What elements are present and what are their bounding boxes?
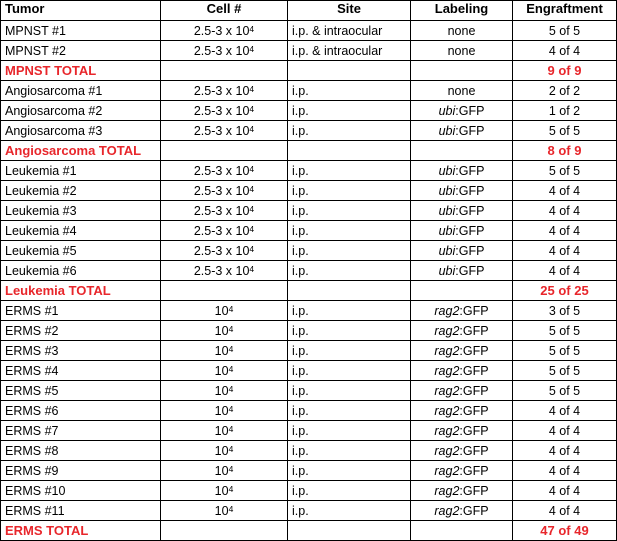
total-site-empty — [288, 61, 411, 81]
table-row — [1, 21, 617, 41]
header-row — [1, 1, 617, 21]
labeling-reporter: none — [447, 23, 476, 38]
table-row — [1, 301, 617, 321]
cell-count-exponent: 4 — [249, 103, 255, 114]
labeling-promoter: ubi — [438, 163, 456, 178]
labeling-promoter: ubi — [438, 103, 456, 118]
tumor-name: ERMS #4 — [1, 361, 161, 381]
header-engraftment: Engraftment — [513, 1, 617, 21]
cell-count — [161, 501, 288, 521]
engraftment-value: 4 of 4 — [513, 401, 617, 421]
engraftment-value: 1 of 2 — [513, 101, 617, 121]
cell-count-base: 2.5-3 x 10 — [193, 243, 250, 258]
labeling-promoter: rag2 — [434, 343, 460, 358]
injection-site: i.p. — [288, 481, 411, 501]
tumor-name: Leukemia #5 — [1, 241, 161, 261]
cell-count-base: 2.5-3 x 10 — [193, 183, 250, 198]
table-row — [1, 241, 617, 261]
labeling — [411, 401, 513, 421]
injection-site: i.p. — [288, 261, 411, 281]
table-body — [1, 21, 617, 541]
labeling-promoter: ubi — [438, 243, 456, 258]
labeling-promoter: rag2 — [434, 463, 460, 478]
cell-count-exponent: 4 — [249, 123, 255, 134]
labeling — [411, 21, 513, 41]
table-row — [1, 201, 617, 221]
injection-site: i.p. — [288, 161, 411, 181]
labeling — [411, 41, 513, 61]
tumor-name: Angiosarcoma #3 — [1, 121, 161, 141]
injection-site: i.p. — [288, 381, 411, 401]
tumor-name: ERMS #5 — [1, 381, 161, 401]
engraftment-value: 2 of 2 — [513, 81, 617, 101]
tumor-name: MPNST #2 — [1, 41, 161, 61]
cell-count-exponent: 4 — [249, 263, 255, 274]
labeling-reporter: :GFP — [455, 263, 485, 278]
cell-count-exponent: 4 — [249, 223, 255, 234]
cell-count-base: 10 — [214, 363, 229, 378]
injection-site: i.p. — [288, 121, 411, 141]
cell-count — [161, 81, 288, 101]
labeling — [411, 461, 513, 481]
labeling-promoter: rag2 — [434, 303, 460, 318]
labeling — [411, 381, 513, 401]
injection-site: i.p. — [288, 181, 411, 201]
total-row — [1, 141, 617, 161]
cell-count-exponent: 4 — [228, 463, 234, 474]
tumor-name: ERMS #6 — [1, 401, 161, 421]
table-row — [1, 81, 617, 101]
cell-count — [161, 481, 288, 501]
labeling — [411, 81, 513, 101]
labeling-reporter: none — [447, 83, 476, 98]
engraftment-value: 3 of 5 — [513, 301, 617, 321]
cell-count-exponent: 4 — [228, 363, 234, 374]
header-labeling: Labeling — [411, 1, 513, 21]
labeling-reporter: :GFP — [455, 123, 485, 138]
labeling-promoter: ubi — [438, 203, 456, 218]
table-row — [1, 121, 617, 141]
cell-count-exponent: 4 — [249, 163, 255, 174]
total-label: Angiosarcoma TOTAL — [1, 141, 161, 161]
labeling-promoter: rag2 — [434, 423, 460, 438]
labeling-reporter: :GFP — [459, 483, 489, 498]
labeling — [411, 161, 513, 181]
injection-site: i.p. — [288, 241, 411, 261]
tumor-name: MPNST #1 — [1, 21, 161, 41]
labeling-reporter: :GFP — [459, 343, 489, 358]
header-tumor: Tumor — [1, 1, 161, 21]
cell-count-base: 2.5-3 x 10 — [193, 163, 250, 178]
labeling-promoter: rag2 — [434, 443, 460, 458]
engraftment-value: 5 of 5 — [513, 381, 617, 401]
tumor-name: Leukemia #6 — [1, 261, 161, 281]
header-site: Site — [288, 1, 411, 21]
cell-count-exponent: 4 — [228, 443, 234, 454]
tumor-name: ERMS #10 — [1, 481, 161, 501]
labeling-promoter: ubi — [438, 223, 456, 238]
tumor-name: ERMS #2 — [1, 321, 161, 341]
labeling-reporter: :GFP — [455, 223, 485, 238]
cell-count-base: 2.5-3 x 10 — [193, 23, 250, 38]
cell-count-base: 10 — [214, 323, 229, 338]
labeling — [411, 301, 513, 321]
cell-count-exponent: 4 — [228, 423, 234, 434]
tumor-name: Angiosarcoma #2 — [1, 101, 161, 121]
cell-count — [161, 41, 288, 61]
table-row — [1, 321, 617, 341]
labeling — [411, 481, 513, 501]
labeling-reporter: :GFP — [459, 463, 489, 478]
cell-count-base: 2.5-3 x 10 — [193, 123, 250, 138]
labeling — [411, 221, 513, 241]
cell-count-base: 2.5-3 x 10 — [193, 43, 250, 58]
labeling-reporter: none — [447, 43, 476, 58]
labeling-reporter: :GFP — [459, 323, 489, 338]
tumor-name: Leukemia #4 — [1, 221, 161, 241]
table-row — [1, 421, 617, 441]
cell-count-base: 10 — [214, 383, 229, 398]
labeling — [411, 321, 513, 341]
labeling-reporter: :GFP — [459, 363, 489, 378]
labeling-promoter: ubi — [438, 263, 456, 278]
table-row — [1, 461, 617, 481]
tumor-name: Leukemia #3 — [1, 201, 161, 221]
cell-count-exponent: 4 — [228, 323, 234, 334]
labeling — [411, 421, 513, 441]
table-row — [1, 101, 617, 121]
labeling-promoter: rag2 — [434, 483, 460, 498]
labeling-reporter: :GFP — [459, 303, 489, 318]
engraftment-value: 4 of 4 — [513, 241, 617, 261]
cell-count-base: 10 — [214, 403, 229, 418]
labeling-reporter: :GFP — [459, 423, 489, 438]
table-row — [1, 181, 617, 201]
tumor-name: ERMS #11 — [1, 501, 161, 521]
labeling — [411, 201, 513, 221]
engraftment-value: 4 of 4 — [513, 221, 617, 241]
labeling-reporter: :GFP — [459, 383, 489, 398]
cell-count-exponent: 4 — [228, 483, 234, 494]
labeling-promoter: rag2 — [434, 323, 460, 338]
cell-count-base: 10 — [214, 303, 229, 318]
cell-count-exponent: 4 — [228, 503, 234, 514]
labeling — [411, 501, 513, 521]
engraftment-value: 4 of 4 — [513, 501, 617, 521]
cell-count — [161, 381, 288, 401]
cell-count — [161, 301, 288, 321]
tumor-name: Leukemia #2 — [1, 181, 161, 201]
engraftment-value: 5 of 5 — [513, 21, 617, 41]
tumor-name: Angiosarcoma #1 — [1, 81, 161, 101]
table-row — [1, 441, 617, 461]
labeling — [411, 261, 513, 281]
cell-count-exponent: 4 — [228, 303, 234, 314]
cell-count — [161, 201, 288, 221]
labeling-reporter: :GFP — [455, 203, 485, 218]
labeling-promoter: rag2 — [434, 403, 460, 418]
injection-site: i.p. — [288, 341, 411, 361]
cell-count-base: 2.5-3 x 10 — [193, 103, 250, 118]
injection-site: i.p. — [288, 221, 411, 241]
injection-site: i.p. — [288, 401, 411, 421]
header-cell-count: Cell # — [161, 1, 288, 21]
total-cell-empty — [161, 141, 288, 161]
cell-count — [161, 361, 288, 381]
cell-count — [161, 121, 288, 141]
engraftment-value: 5 of 5 — [513, 161, 617, 181]
total-row — [1, 281, 617, 301]
total-engraftment: 8 of 9 — [513, 141, 617, 161]
cell-count-base: 10 — [214, 423, 229, 438]
cell-count-base: 10 — [214, 503, 229, 518]
total-label: Leukemia TOTAL — [1, 281, 161, 301]
cell-count-base: 2.5-3 x 10 — [193, 203, 250, 218]
cell-count-exponent: 4 — [249, 243, 255, 254]
labeling — [411, 441, 513, 461]
total-cell-empty — [161, 281, 288, 301]
injection-site: i.p. — [288, 501, 411, 521]
injection-site: i.p. — [288, 361, 411, 381]
labeling-reporter: :GFP — [455, 163, 485, 178]
table-row — [1, 161, 617, 181]
engraftment-value: 5 of 5 — [513, 361, 617, 381]
cell-count — [161, 221, 288, 241]
table-row — [1, 341, 617, 361]
cell-count-base: 2.5-3 x 10 — [193, 263, 250, 278]
total-engraftment: 9 of 9 — [513, 61, 617, 81]
table-row — [1, 401, 617, 421]
total-site-empty — [288, 141, 411, 161]
total-site-empty — [288, 281, 411, 301]
cell-count-base: 2.5-3 x 10 — [193, 83, 250, 98]
injection-site: i.p. & intraocular — [288, 21, 411, 41]
labeling-promoter: rag2 — [434, 363, 460, 378]
injection-site: i.p. — [288, 421, 411, 441]
total-row — [1, 61, 617, 81]
engraftment-value: 4 of 4 — [513, 421, 617, 441]
table-row — [1, 41, 617, 61]
labeling — [411, 241, 513, 261]
labeling-reporter: :GFP — [459, 403, 489, 418]
labeling — [411, 121, 513, 141]
table-row — [1, 361, 617, 381]
injection-site: i.p. — [288, 461, 411, 481]
total-engraftment: 25 of 25 — [513, 281, 617, 301]
injection-site: i.p. — [288, 81, 411, 101]
table-row — [1, 501, 617, 521]
total-cell-empty — [161, 61, 288, 81]
table-row — [1, 481, 617, 501]
total-labeling-empty — [411, 61, 513, 81]
total-labeling-empty — [411, 141, 513, 161]
labeling-promoter: ubi — [438, 123, 456, 138]
labeling — [411, 341, 513, 361]
cell-count — [161, 421, 288, 441]
labeling — [411, 181, 513, 201]
tumor-name: ERMS #1 — [1, 301, 161, 321]
table-row — [1, 261, 617, 281]
cell-count — [161, 261, 288, 281]
engraftment-value: 5 of 5 — [513, 321, 617, 341]
labeling-promoter: ubi — [438, 183, 456, 198]
cell-count — [161, 461, 288, 481]
tumor-name: ERMS #7 — [1, 421, 161, 441]
engraftment-value: 4 of 4 — [513, 481, 617, 501]
engraftment-value: 4 of 4 — [513, 441, 617, 461]
labeling-promoter: rag2 — [434, 383, 460, 398]
labeling-reporter: :GFP — [455, 103, 485, 118]
cell-count — [161, 181, 288, 201]
engraftment-value: 5 of 5 — [513, 341, 617, 361]
cell-count — [161, 321, 288, 341]
cell-count-exponent: 4 — [249, 183, 255, 194]
cell-count — [161, 241, 288, 261]
cell-count — [161, 161, 288, 181]
engraftment-value: 4 of 4 — [513, 41, 617, 61]
engraftment-value: 4 of 4 — [513, 461, 617, 481]
labeling-reporter: :GFP — [459, 443, 489, 458]
injection-site: i.p. — [288, 301, 411, 321]
total-label: ERMS TOTAL — [1, 521, 161, 541]
total-labeling-empty — [411, 281, 513, 301]
cell-count-base: 10 — [214, 483, 229, 498]
cell-count-exponent: 4 — [249, 23, 255, 34]
cell-count-base: 2.5-3 x 10 — [193, 223, 250, 238]
engraftment-value: 5 of 5 — [513, 121, 617, 141]
cell-count-base: 10 — [214, 443, 229, 458]
injection-site: i.p. — [288, 201, 411, 221]
engraftment-value: 4 of 4 — [513, 201, 617, 221]
injection-site: i.p. & intraocular — [288, 41, 411, 61]
total-label: MPNST TOTAL — [1, 61, 161, 81]
engraftment-value: 4 of 4 — [513, 261, 617, 281]
cell-count-exponent: 4 — [228, 403, 234, 414]
labeling-reporter: :GFP — [455, 183, 485, 198]
cell-count-exponent: 4 — [249, 43, 255, 54]
labeling — [411, 101, 513, 121]
cell-count-exponent: 4 — [249, 83, 255, 94]
engraftment-value: 4 of 4 — [513, 181, 617, 201]
tumor-name: ERMS #8 — [1, 441, 161, 461]
cell-count — [161, 21, 288, 41]
tumor-name: ERMS #9 — [1, 461, 161, 481]
cell-count-exponent: 4 — [249, 203, 255, 214]
cell-count-exponent: 4 — [228, 343, 234, 354]
tumor-name: ERMS #3 — [1, 341, 161, 361]
cell-count — [161, 101, 288, 121]
labeling-reporter: :GFP — [455, 243, 485, 258]
total-engraftment: 47 of 49 — [513, 521, 617, 541]
cell-count-base: 10 — [214, 343, 229, 358]
cell-count-base: 10 — [214, 463, 229, 478]
cell-count-exponent: 4 — [228, 383, 234, 394]
tumor-name: Leukemia #1 — [1, 161, 161, 181]
injection-site: i.p. — [288, 321, 411, 341]
cell-count — [161, 401, 288, 421]
labeling-promoter: rag2 — [434, 503, 460, 518]
cell-count — [161, 341, 288, 361]
table-row — [1, 381, 617, 401]
injection-site: i.p. — [288, 441, 411, 461]
labeling — [411, 361, 513, 381]
cell-count — [161, 441, 288, 461]
injection-site: i.p. — [288, 101, 411, 121]
labeling-reporter: :GFP — [459, 503, 489, 518]
table-row — [1, 221, 617, 241]
